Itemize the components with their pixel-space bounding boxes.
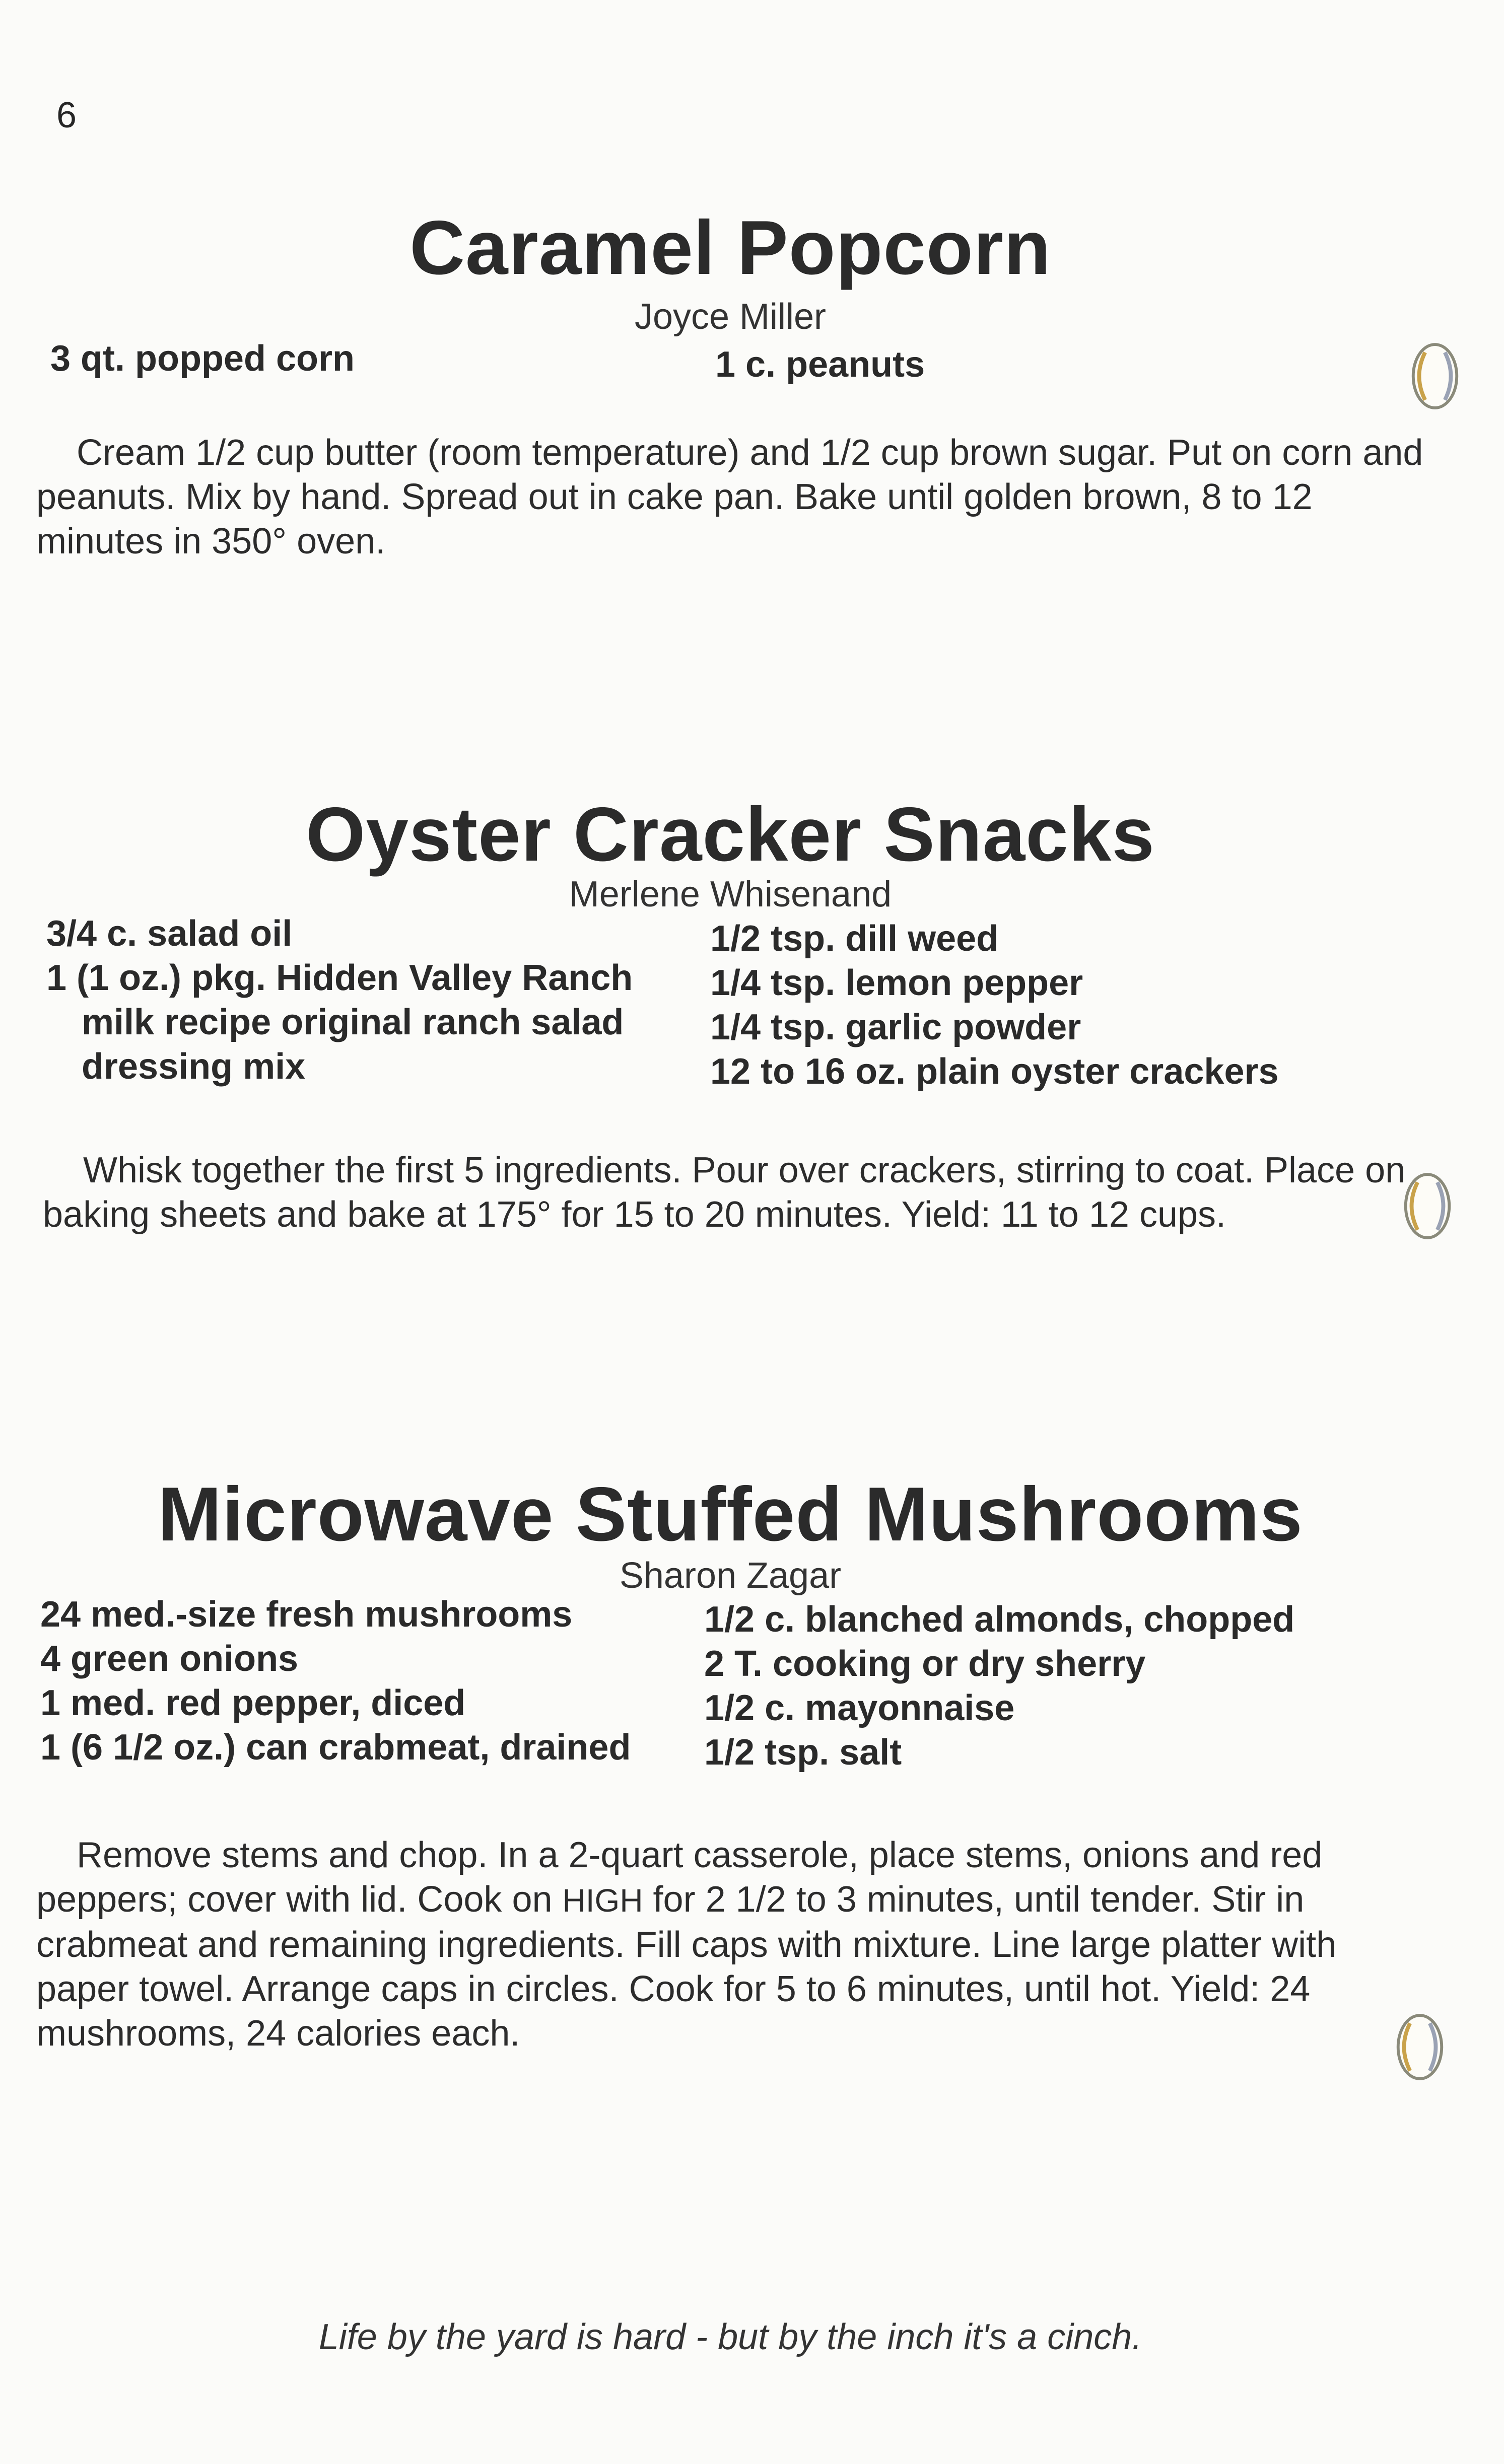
ingredient-item: 3 qt. popped corn: [50, 338, 355, 379]
ingredients-right: [715, 342, 925, 387]
ingredient-item: 1/4 tsp. lemon pepper: [710, 963, 1083, 1003]
directions-high-setting: HIGH: [562, 1882, 643, 1919]
ingredient-item: 4 green onions: [40, 1639, 299, 1679]
binder-ring-icon: [1390, 2009, 1450, 2085]
recipe-directions: Whisk together the first 5 ingredients. Pour over crackers, stirring to coat. Place on baking sheets and bake at 175° for 15 to 20 minutes. Yield: 11 to 12 cups.: [43, 1150, 1406, 1235]
binder-ring-icon: [1398, 1168, 1457, 1244]
ingredient-item: milk recipe original ranch salad: [82, 1002, 624, 1042]
recipe-title-oyster-cracker-snacks: Oyster Cracker Snacks: [306, 792, 1155, 877]
page-number: 6: [56, 95, 77, 135]
footer-quote: Life by the yard is hard - but by the inch it's a cinch.: [318, 2317, 1142, 2357]
ingredient-item: 1 med. red pepper, diced: [40, 1683, 466, 1723]
ingredients-left: [46, 911, 633, 1089]
ingredient-item: 1 (6 1/2 oz.) can crabmeat, drained: [40, 1727, 631, 1768]
recipe-directions: [36, 1833, 1426, 2056]
ingredient-item: 12 to 16 oz. plain oyster crackers: [710, 1051, 1279, 1092]
recipe-author: Sharon Zagar: [619, 1556, 842, 1596]
ingredient-item: 1 (1 oz.) pkg. Hidden Valley Ranch: [46, 958, 633, 998]
ingredients-left: [50, 336, 355, 381]
directions-part: for 2 1/2 to 3 minutes, until tender. Stir in crabmeat and remaining ingredients. Fill caps with mixture. Line large platter with paper towel. Arrange caps in circles. Cook for 5 to 6 minutes, until hot. Yield: 24 mushrooms, 24 calories each.: [36, 1879, 1337, 2054]
ingredients-right: [704, 1597, 1294, 1775]
recipe-title-caramel-popcorn: Caramel Popcorn: [409, 205, 1051, 291]
ingredient-item: 1/2 c. mayonnaise: [704, 1688, 1015, 1728]
ingredient-item: 1 c. peanuts: [715, 344, 925, 385]
ingredients-left: [40, 1592, 631, 1770]
ingredient-item: 1/2 c. blanched almonds, chopped: [704, 1599, 1295, 1640]
ingredient-item: 1/2 tsp. dill weed: [710, 919, 999, 959]
ingredient-item: 1/2 tsp. salt: [704, 1732, 902, 1773]
recipe-title-microwave-stuffed-mushrooms: Microwave Stuffed Mushrooms: [158, 1471, 1303, 1557]
ingredient-item: 2 T. cooking or dry sherry: [704, 1644, 1146, 1684]
directions-part: Remove stems and chop. In a 2-quart casserole, place stems, onions and red peppers; cover with lid. Cook on: [36, 1835, 1323, 1920]
ingredient-item: 24 med.-size fresh mushrooms: [40, 1594, 573, 1635]
ingredient-item: dressing mix: [82, 1046, 306, 1087]
ingredient-item: 1/4 tsp. garlic powder: [710, 1007, 1081, 1047]
ingredients-right: [710, 917, 1279, 1094]
recipe-author: Merlene Whisenand: [569, 874, 892, 914]
ingredient-item: 3/4 c. salad oil: [46, 913, 293, 954]
binder-ring-icon: [1405, 338, 1465, 414]
recipe-author: Joyce Miller: [634, 297, 827, 337]
recipe-directions: Cream 1/2 cup butter (room temperature) and 1/2 cup brown sugar. Put on corn and peanuts. Mix by hand. Spread out in cake pan. Bake until golden brown, 8 to 12 minutes in 350° oven.: [36, 433, 1423, 561]
